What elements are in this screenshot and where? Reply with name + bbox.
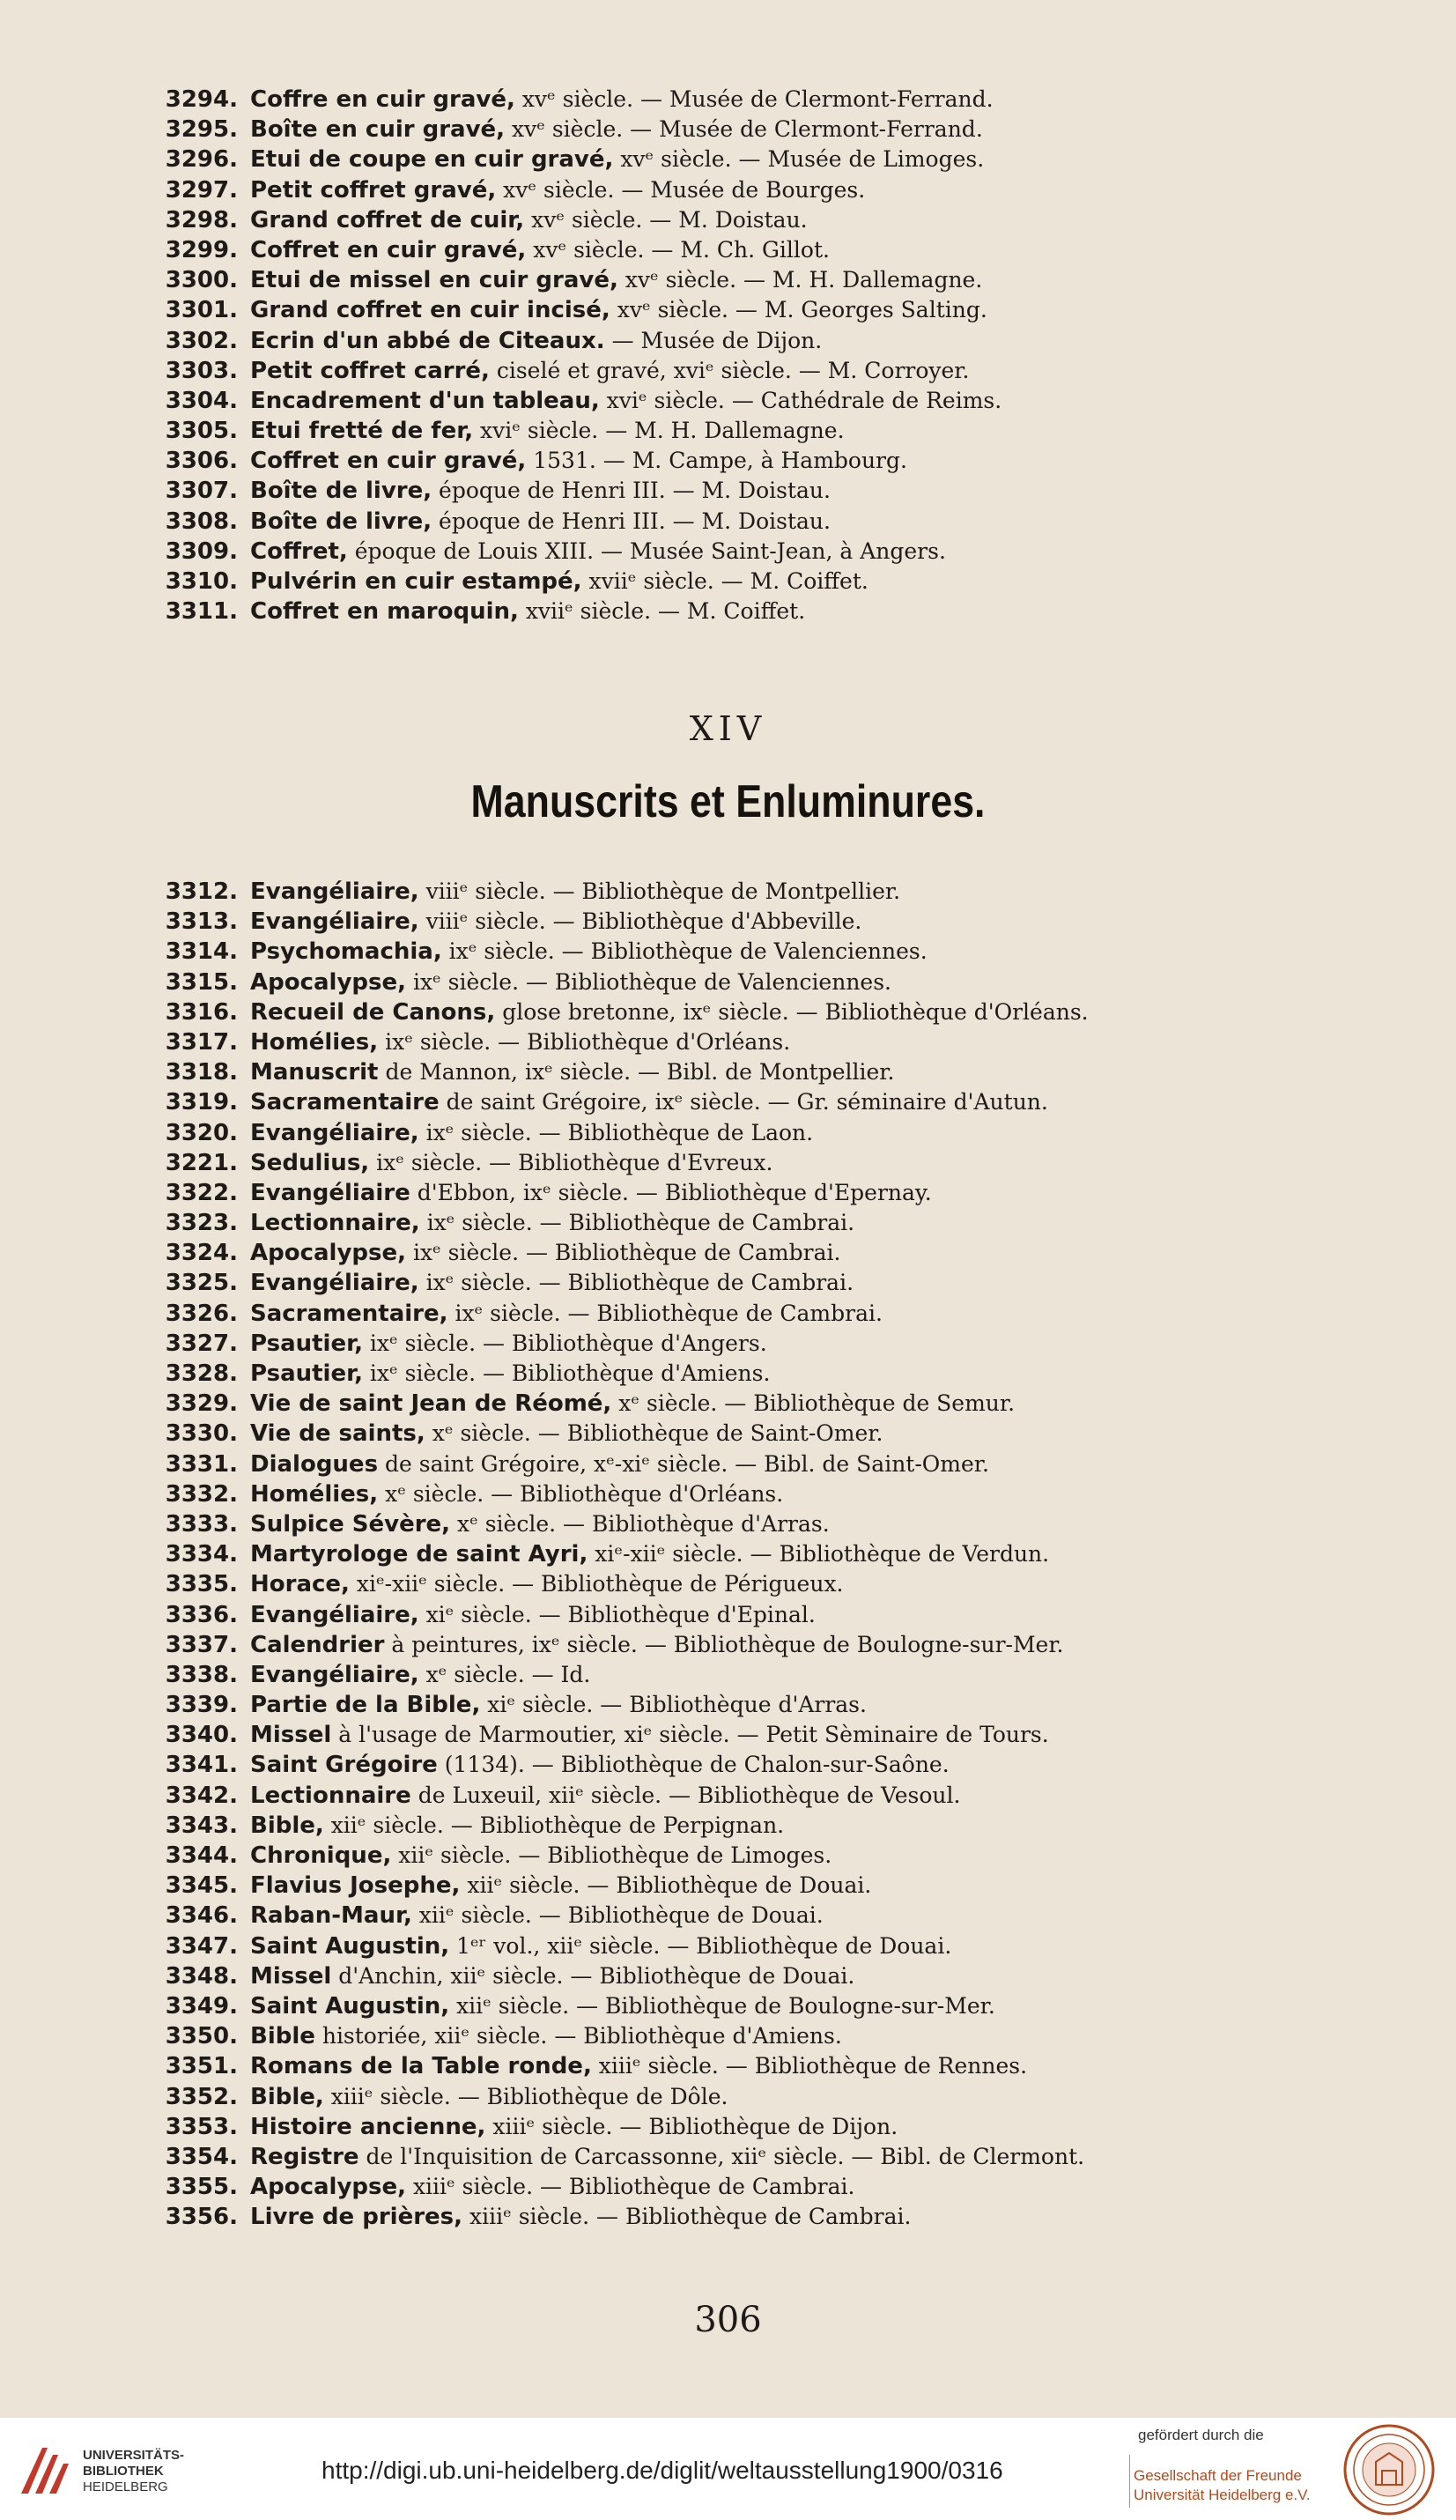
- entry-description: xiiiᵉ siècle. — Bibliothèque de Cambrai.: [406, 2174, 855, 2200]
- entry-number: 3317.: [165, 1028, 238, 1056]
- entry-title: Vie de saint Jean de Réomé,: [250, 1390, 612, 1418]
- library-name: [83, 2448, 184, 2495]
- entry-description: d'Anchin, xiiᵉ siècle. — Bibliothèque de Douai.: [331, 1962, 855, 1989]
- library-name-line3: HEIDELBERG: [83, 2479, 168, 2494]
- entry-number: 3311.: [165, 598, 238, 626]
- library-name-line2: BIBLIOTHEK: [83, 2464, 164, 2479]
- entry-number: 3348.: [165, 1962, 238, 1990]
- entry-title: Pulvérin en cuir estampé,: [250, 568, 582, 595]
- catalogue-entry: [132, 85, 1365, 115]
- entry-description: xᵉ siècle. — Bibliothèque de Saint-Omer.: [425, 1420, 883, 1447]
- catalogue-entry: [132, 2142, 1365, 2172]
- section-number: XIV: [689, 709, 767, 748]
- catalogue-entry: [132, 1449, 1365, 1479]
- entry-number: 3221.: [165, 1149, 238, 1176]
- entry-number: 3304.: [165, 387, 238, 414]
- catalogue-entry: [132, 907, 1365, 937]
- entry-number: 3353.: [165, 2113, 238, 2140]
- entry-number: 3349.: [165, 1992, 238, 2020]
- entry-number: 3352.: [165, 2083, 238, 2110]
- entry-number: 3323.: [165, 1210, 238, 1237]
- entry-number: 3344.: [165, 1842, 238, 1869]
- catalogue-entry: [132, 1660, 1365, 1690]
- entry-description: xiiᵉ siècle. — Bibliothèque de Boulogne-sur-Mer.: [449, 1992, 995, 2019]
- entry-description: xviᵉ siècle. — Cathédrale de Reims.: [599, 387, 1002, 413]
- entry-description: xvᵉ siècle. — Musée de Clermont-Ferrand.: [514, 86, 994, 112]
- entry-title: Evangéliaire,: [250, 1119, 419, 1146]
- entry-title: Apocalypse,: [250, 2174, 407, 2201]
- entry-description: ixᵉ siècle. — Bibliothèque d'Orléans.: [378, 1028, 791, 1055]
- entry-description: xᵉ siècle. — Id.: [418, 1661, 591, 1687]
- entry-number: 3305.: [165, 418, 238, 445]
- digitization-footer: [0, 2418, 1456, 2520]
- catalogue-entry: [132, 2082, 1365, 2112]
- catalogue-entry: [132, 937, 1365, 967]
- entry-number: 3333.: [165, 1510, 238, 1538]
- entry-description: ciselé et gravé, xviᵉ siècle. — M. Corroyer.: [489, 357, 970, 383]
- entry-number: 3346.: [165, 1902, 238, 1930]
- catalogue-entry: [132, 1208, 1365, 1238]
- entry-title: Flavius Josephe,: [250, 1872, 461, 1900]
- entry-description: viiiᵉ siècle. — Bibliothèque d'Abbeville.: [418, 908, 862, 935]
- entry-description: xvᵉ siècle. — Musée de Clermont-Ferrand.: [505, 116, 983, 143]
- entry-description: époque de Louis XIII. — Musée Saint-Jean, à Angers.: [347, 537, 946, 564]
- entry-number: 3356.: [165, 2204, 238, 2231]
- catalogue-entry: [132, 2051, 1365, 2081]
- catalogue-entry: [132, 265, 1365, 295]
- entry-description: xvᵉ siècle. — M. Georges Salting.: [610, 297, 987, 323]
- entry-title: Etui fretté de fer,: [250, 418, 474, 445]
- entry-title: Evangéliaire: [250, 1179, 410, 1206]
- catalogue-entry: [132, 295, 1365, 325]
- entry-number: 3314.: [165, 938, 238, 966]
- entry-number: 3332.: [165, 1480, 238, 1508]
- entry-title: Homélies,: [250, 1480, 379, 1508]
- catalogue-entry: [132, 1178, 1365, 1208]
- sponsor-name-line2: Universität Heidelberg e.V.: [1134, 2487, 1311, 2503]
- entry-title: Saint Grégoire: [250, 1752, 438, 1779]
- sponsor-divider: [1129, 2455, 1130, 2508]
- entry-title: Bible,: [250, 2083, 324, 2110]
- entry-title: Sedulius,: [250, 1149, 370, 1176]
- entry-title: Sacramentaire,: [250, 1300, 448, 1327]
- entry-title: Psautier,: [250, 1360, 363, 1387]
- entry-description: xviiᵉ siècle. — M. Coiffet.: [581, 568, 868, 594]
- entry-title: Boîte en cuir gravé,: [250, 116, 506, 144]
- catalogue-entry: [132, 1479, 1365, 1509]
- catalogue-entry: [132, 1419, 1365, 1449]
- catalogue-entry: [132, 1539, 1365, 1569]
- catalogue-entry: [132, 967, 1365, 997]
- entry-number: 3325.: [165, 1270, 238, 1297]
- catalogue-entry: [132, 1961, 1365, 1991]
- entry-title: Boîte de livre,: [250, 478, 432, 505]
- entry-title: Coffret en maroquin,: [250, 598, 519, 626]
- entry-number: 3334.: [165, 1541, 238, 1568]
- entry-number: 3312.: [165, 878, 238, 905]
- entry-description: historiée, xiiᵉ siècle. — Bibliothèque d'Amiens.: [314, 2023, 842, 2049]
- entry-description: ixᵉ siècle. — Bibliothèque d'Amiens.: [362, 1360, 771, 1386]
- catalogue-entry: [132, 1087, 1365, 1117]
- entry-number: 3355.: [165, 2174, 238, 2201]
- catalogue-entry: [132, 1841, 1365, 1871]
- university-seal-icon: [1342, 2423, 1436, 2516]
- entry-title: Coffret en cuir gravé,: [250, 236, 527, 263]
- entry-title: Dialogues: [250, 1450, 379, 1478]
- entry-description: (1134). — Bibliothèque de Chalon-sur-Saône.: [437, 1752, 950, 1778]
- library-name-line1: UNIVERSITÄTS-: [83, 2448, 185, 2463]
- entry-title: Sulpice Sévère,: [250, 1510, 451, 1538]
- entry-title: Livre de prières,: [250, 2204, 463, 2231]
- catalogue-list-top: [132, 85, 1365, 626]
- entry-title: Encadrement d'un tableau,: [250, 387, 600, 414]
- entry-description: xiiᵉ siècle. — Bibliothèque de Limoges.: [391, 1842, 832, 1868]
- entry-title: Etui de missel en cuir gravé,: [250, 267, 618, 294]
- catalogue-entry: [132, 1057, 1365, 1087]
- catalogue-entry: [132, 597, 1365, 626]
- entry-description: de l'Inquisition de Carcassonne, xiiᵉ siècle. — Bibl. de Clermont.: [358, 2143, 1085, 2169]
- entry-title: Petit coffret carré,: [250, 357, 490, 384]
- entry-description: viiiᵉ siècle. — Bibliothèque de Montpellier.: [418, 878, 901, 904]
- entry-number: 3326.: [165, 1300, 238, 1327]
- entry-description: xiᵉ siècle. — Bibliothèque d'Epinal.: [418, 1601, 816, 1627]
- entry-description: — Musée de Dijon.: [604, 327, 823, 353]
- entry-number: 3342.: [165, 1782, 238, 1809]
- entry-title: Evangéliaire,: [250, 1601, 419, 1628]
- university-library-logo-icon: [16, 2441, 74, 2499]
- entry-title: Petit coffret gravé,: [250, 176, 497, 204]
- entry-description: ixᵉ siècle. — Bibliothèque d'Evreux.: [369, 1149, 773, 1175]
- page-number: 306: [694, 2300, 762, 2340]
- catalogue-entry: [132, 446, 1365, 476]
- entry-number: 3300.: [165, 267, 238, 294]
- entry-title: Apocalypse,: [250, 968, 407, 996]
- catalogue-entry: [132, 1148, 1365, 1178]
- entry-number: 3331.: [165, 1450, 238, 1478]
- catalogue-entry: [132, 2202, 1365, 2232]
- entry-number: 3302.: [165, 327, 238, 354]
- entry-title: Calendrier: [250, 1631, 385, 1658]
- entry-number: 3338.: [165, 1661, 238, 1688]
- entry-description: xiiiᵉ siècle. — Bibliothèque de Dijon.: [485, 2113, 898, 2139]
- catalogue-entry: [132, 1268, 1365, 1298]
- catalogue-entry: [132, 2021, 1365, 2051]
- catalogue-entry: [132, 1359, 1365, 1389]
- catalogue-entry: [132, 1299, 1365, 1329]
- entry-description: de saint Grégoire, ixᵉ siècle. — Gr. séminaire d'Autun.: [439, 1089, 1048, 1115]
- entry-title: Saint Augustin,: [250, 1932, 450, 1960]
- catalogue-entry: [132, 877, 1365, 907]
- entry-title: Horace,: [250, 1571, 350, 1598]
- catalogue-entry: [132, 356, 1365, 386]
- entry-description: ixᵉ siècle. — Bibliothèque de Valenciennes.: [406, 968, 892, 995]
- catalogue-entry: [132, 1811, 1365, 1841]
- entry-number: 3322.: [165, 1179, 238, 1206]
- entry-title: Evangéliaire,: [250, 878, 419, 905]
- entry-number: 3350.: [165, 2023, 238, 2050]
- entry-title: Coffre en cuir gravé,: [250, 86, 515, 113]
- entry-number: 3315.: [165, 968, 238, 996]
- catalogue-entry: [132, 1027, 1365, 1057]
- entry-description: xvᵉ siècle. — M. Doistau.: [524, 206, 808, 233]
- catalogue-entry: [132, 235, 1365, 265]
- entry-number: 3336.: [165, 1601, 238, 1628]
- entry-description: ixᵉ siècle. — Bibliothèque de Cambrai.: [418, 1270, 854, 1296]
- entry-number: 3296.: [165, 146, 238, 174]
- entry-title: Partie de la Bible,: [250, 1692, 481, 1719]
- entry-description: d'Ebbon, ixᵉ siècle. — Bibliothèque d'Epernay.: [410, 1179, 932, 1205]
- catalogue-entry: [132, 1238, 1365, 1268]
- entry-description: époque de Henri III. — M. Doistau.: [432, 478, 831, 504]
- entry-description: xiᵉ-xiiᵉ siècle. — Bibliothèque de Verdun.: [588, 1541, 1050, 1568]
- catalogue-entry: [132, 1871, 1365, 1901]
- entry-title: Missel: [250, 1722, 332, 1749]
- entry-title: Boîte de livre,: [250, 508, 432, 535]
- catalogue-entry: [132, 145, 1365, 174]
- entry-title: Romans de la Table ronde,: [250, 2053, 592, 2080]
- catalogue-entry: [132, 1991, 1365, 2021]
- catalogue-entry: [132, 1118, 1365, 1148]
- catalogue-entry: [132, 2172, 1365, 2202]
- entry-title: Vie de saints,: [250, 1420, 425, 1448]
- entry-description: xiiᵉ siècle. — Bibliothèque de Perpignan.: [323, 1812, 785, 1838]
- catalogue-entry: [132, 476, 1365, 506]
- entry-description: ixᵉ siècle. — Bibliothèque de Cambrai.: [447, 1300, 883, 1326]
- entry-number: 3318.: [165, 1059, 238, 1086]
- entry-title: Manuscrit: [250, 1059, 379, 1086]
- catalogue-entry: [132, 1389, 1365, 1419]
- entry-description: ixᵉ siècle. — Bibliothèque de Laon.: [418, 1119, 814, 1145]
- entry-number: 3320.: [165, 1119, 238, 1146]
- entry-description: 1ᵉʳ vol., xiiᵉ siècle. — Bibliothèque de Douai.: [449, 1932, 952, 1959]
- entry-title: Saint Augustin,: [250, 1992, 450, 2020]
- catalogue-entry: [132, 997, 1365, 1027]
- catalogue-entry: [132, 1750, 1365, 1780]
- entry-title: Histoire ancienne,: [250, 2113, 486, 2140]
- source-url-link[interactable]: http://digi.ub.uni-heidelberg.de/diglit/weltausstellung1900/0316: [322, 2457, 1003, 2484]
- entry-description: de Mannon, ixᵉ siècle. — Bibl. de Montpellier.: [378, 1059, 895, 1086]
- catalogue-entry: [132, 567, 1365, 597]
- entry-title: Coffret en cuir gravé,: [250, 448, 527, 475]
- entry-title: Psautier,: [250, 1330, 363, 1357]
- catalogue-entry: [132, 507, 1365, 537]
- entry-title: Etui de coupe en cuir gravé,: [250, 146, 614, 174]
- entry-title: Recueil de Canons,: [250, 998, 496, 1026]
- entry-number: 3299.: [165, 236, 238, 263]
- entry-description: xiiiᵉ siècle. — Bibliothèque de Dôle.: [323, 2083, 728, 2109]
- entry-number: 3351.: [165, 2053, 238, 2080]
- entry-description: xiiiᵉ siècle. — Bibliothèque de Rennes.: [591, 2053, 1028, 2079]
- entry-number: 3313.: [165, 908, 238, 936]
- catalogue-entry: [132, 205, 1365, 235]
- catalogue-entry: [132, 1600, 1365, 1630]
- catalogue-entry: [132, 2112, 1365, 2142]
- entry-description: ixᵉ siècle. — Bibliothèque d'Angers.: [362, 1330, 767, 1356]
- entry-number: 3339.: [165, 1692, 238, 1719]
- entry-number: 3327.: [165, 1330, 238, 1357]
- entry-number: 3295.: [165, 116, 238, 144]
- entry-title: Lectionnaire: [250, 1782, 411, 1809]
- entry-number: 3297.: [165, 176, 238, 204]
- entry-number: 3324.: [165, 1240, 238, 1267]
- entry-number: 3337.: [165, 1631, 238, 1658]
- entry-description: xviiᵉ siècle. — M. Coiffet.: [518, 598, 806, 625]
- entry-title: Sacramentaire: [250, 1089, 440, 1116]
- catalogue-entry: [132, 1931, 1365, 1961]
- entry-title: Homélies,: [250, 1028, 379, 1056]
- entry-title: Missel: [250, 1962, 332, 1990]
- sponsor-label: gefördert durch die: [1138, 2427, 1264, 2443]
- entry-title: Bible,: [250, 1812, 324, 1839]
- entry-description: xᵉ siècle. — Bibliothèque d'Arras.: [450, 1510, 830, 1537]
- entry-description: ixᵉ siècle. — Bibliothèque de Cambrai.: [419, 1210, 855, 1236]
- section-title: Manuscrits et Enluminures.: [470, 776, 986, 827]
- entry-title: Grand coffret de cuir,: [250, 206, 525, 233]
- entry-number: 3298.: [165, 206, 238, 233]
- entry-title: Grand coffret en cuir incisé,: [250, 297, 610, 324]
- entry-number: 3308.: [165, 508, 238, 535]
- entry-number: 3294.: [165, 86, 238, 113]
- entry-description: xiiiᵉ siècle. — Bibliothèque de Cambrai.: [462, 2204, 912, 2230]
- entry-number: 3343.: [165, 1812, 238, 1839]
- catalogue-entry: [132, 1781, 1365, 1811]
- entry-description: 1531. — M. Campe, à Hambourg.: [526, 448, 907, 474]
- entry-description: de Luxeuil, xiiᵉ siècle. — Bibliothèque de Vesoul.: [410, 1782, 961, 1808]
- entry-number: 3319.: [165, 1089, 238, 1116]
- entry-title: Coffret,: [250, 537, 348, 565]
- entry-description: xvᵉ siècle. — M. Ch. Gillot.: [526, 236, 830, 263]
- entry-number: 3335.: [165, 1571, 238, 1598]
- entry-number: 3345.: [165, 1872, 238, 1900]
- entry-number: 3347.: [165, 1932, 238, 1960]
- entry-title: Registre: [250, 2143, 359, 2170]
- entry-description: de saint Grégoire, xᵉ-xiᵉ siècle. — Bibl. de Saint-Omer.: [378, 1450, 989, 1477]
- entry-title: Chronique,: [250, 1842, 392, 1869]
- catalogue-entry: [132, 1509, 1365, 1539]
- entry-number: 3341.: [165, 1752, 238, 1779]
- catalogue-entry: [132, 1720, 1365, 1750]
- entry-description: xviᵉ siècle. — M. H. Dallemagne.: [473, 418, 845, 444]
- entry-description: xvᵉ siècle. — M. H. Dallemagne.: [617, 267, 983, 293]
- entry-description: xiᵉ-xiiᵉ siècle. — Bibliothèque de Périgueux.: [349, 1571, 844, 1597]
- catalogue-entry: [132, 1690, 1365, 1720]
- entry-title: Apocalypse,: [250, 1240, 407, 1267]
- entry-title: Lectionnaire,: [250, 1210, 420, 1237]
- entry-number: 3310.: [165, 568, 238, 595]
- catalogue-entry: [132, 386, 1365, 416]
- catalogue-entry: [132, 115, 1365, 145]
- entry-description: xᵉ siècle. — Bibliothèque de Semur.: [611, 1390, 1016, 1417]
- catalogue-list-bottom: [132, 877, 1365, 2232]
- entry-title: Evangéliaire,: [250, 908, 419, 936]
- catalogue-entry: [132, 537, 1365, 567]
- entry-number: 3303.: [165, 357, 238, 384]
- entry-number: 3316.: [165, 998, 238, 1026]
- catalogue-entry: [132, 1329, 1365, 1359]
- entry-title: Psychomachia,: [250, 938, 442, 966]
- catalogue-entry: [132, 175, 1365, 205]
- entry-description: époque de Henri III. — M. Doistau.: [432, 508, 831, 534]
- entry-description: xiiᵉ siècle. — Bibliothèque de Douai.: [411, 1902, 824, 1929]
- entry-description: xvᵉ siècle. — Musée de Bourges.: [496, 176, 866, 203]
- entry-number: 3309.: [165, 537, 238, 565]
- entry-title: Evangéliaire,: [250, 1661, 419, 1688]
- entry-number: 3306.: [165, 448, 238, 475]
- entry-description: ixᵉ siècle. — Bibliothèque de Cambrai.: [406, 1240, 841, 1266]
- catalogue-entry: [132, 1630, 1365, 1660]
- entry-description: xiiᵉ siècle. — Bibliothèque de Douai.: [460, 1872, 872, 1899]
- catalogue-entry: [132, 326, 1365, 356]
- catalogue-entry: [132, 1569, 1365, 1599]
- entry-number: 3301.: [165, 297, 238, 324]
- entry-number: 3330.: [165, 1420, 238, 1448]
- sponsor-name-line1: Gesellschaft der Freunde: [1134, 2467, 1302, 2484]
- entry-description: xvᵉ siècle. — Musée de Limoges.: [613, 146, 985, 173]
- catalogue-entry: [132, 416, 1365, 446]
- entry-description: à l'usage de Marmoutier, xiᵉ siècle. — Petit Sèminaire de Tours.: [331, 1722, 1049, 1748]
- entry-title: Raban-Maur,: [250, 1902, 412, 1930]
- entry-title: Bible: [250, 2023, 315, 2050]
- entry-description: ixᵉ siècle. — Bibliothèque de Valenciennes.: [441, 938, 928, 965]
- entry-description: glose bretonne, ixᵉ siècle. — Bibliothèque d'Orléans.: [495, 998, 1089, 1025]
- entry-description: xᵉ siècle. — Bibliothèque d'Orléans.: [378, 1480, 784, 1507]
- entry-number: 3307.: [165, 478, 238, 505]
- entry-description: à peintures, ixᵉ siècle. — Bibliothèque de Boulogne-sur-Mer.: [384, 1631, 1064, 1657]
- catalogue-entry: [132, 1901, 1365, 1931]
- entry-title: Martyrologe de saint Ayri,: [250, 1541, 588, 1568]
- entry-number: 3340.: [165, 1722, 238, 1749]
- entry-number: 3329.: [165, 1390, 238, 1418]
- entry-number: 3328.: [165, 1360, 238, 1387]
- sponsor-name: [1134, 2466, 1311, 2505]
- entry-description: xiᵉ siècle. — Bibliothèque d'Arras.: [480, 1692, 867, 1718]
- entry-title: Ecrin d'un abbé de Citeaux.: [250, 327, 605, 354]
- entry-number: 3354.: [165, 2143, 238, 2170]
- entry-title: Evangéliaire,: [250, 1270, 419, 1297]
